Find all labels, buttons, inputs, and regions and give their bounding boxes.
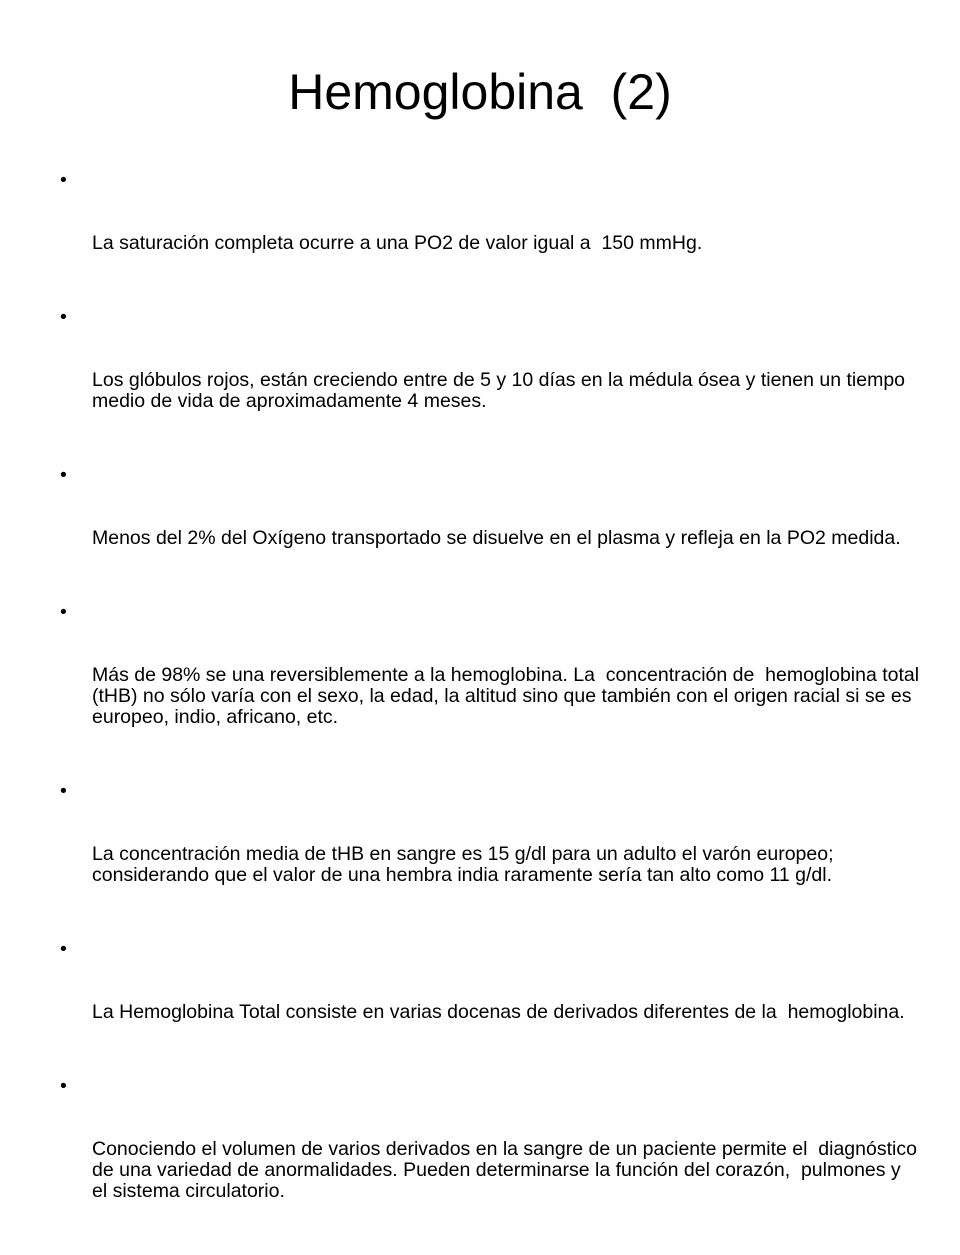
bullet-text: La Hemoglobina Total consiste en varias docenas de derivados diferentes de la hemoglobina. — [92, 1001, 905, 1023]
bullet-item — [60, 1075, 923, 1244]
bullet-icon: • — [60, 1075, 67, 1097]
bullet-text: La concentración media de tHB en sangre es 15 g/dl para un adulto el varón europeo; considerando que el valor de una hembra india raramente sería tan alto como 11 g/dl. — [92, 843, 839, 886]
bullet-icon: • — [60, 780, 67, 802]
bullet-icon: • — [60, 169, 67, 191]
bullet-text: La saturación completa ocurre a una PO2 de valor igual a 150 mmHg. — [92, 232, 703, 254]
bullet-icon: • — [60, 601, 67, 623]
bullet-icon: • — [60, 464, 67, 486]
bullet-text: Conociendo el volumen de varios derivados en la sangre de un paciente permite el diagnóstico de una variedad de anormalidades. Pueden determinarse la función del corazón, pulmones y el sistema circulatorio. — [92, 1138, 923, 1202]
bullet-icon: • — [60, 306, 67, 328]
bullet-item — [60, 307, 920, 454]
bullet-item — [60, 170, 920, 296]
slide-title: Hemoglobina (2) — [288, 64, 672, 120]
bullet-item — [60, 939, 920, 1065]
bullet-item — [60, 465, 920, 591]
bullet-text: Más de 98% se una reversiblemente a la hemoglobina. La concentración de hemoglobina total (tHB) no sólo varía con el sexo, la edad, la altitud sino que también con el origen racial si se es europeo, indio, africano, etc. — [92, 664, 925, 728]
bullet-list — [60, 169, 925, 1255]
bullet-text: Menos del 2% del Oxígeno transportado se disuelve en el plasma y refleja en la PO2 medida. — [92, 527, 901, 549]
bullet-item — [60, 781, 920, 928]
bullet-item — [60, 601, 925, 770]
bullet-text: Los glóbulos rojos, están creciendo entre de 5 y 10 días en la médula ósea y tienen un tiempo medio de vida de aproximadamente 4 meses. — [92, 369, 911, 412]
bullet-icon: • — [60, 938, 67, 960]
